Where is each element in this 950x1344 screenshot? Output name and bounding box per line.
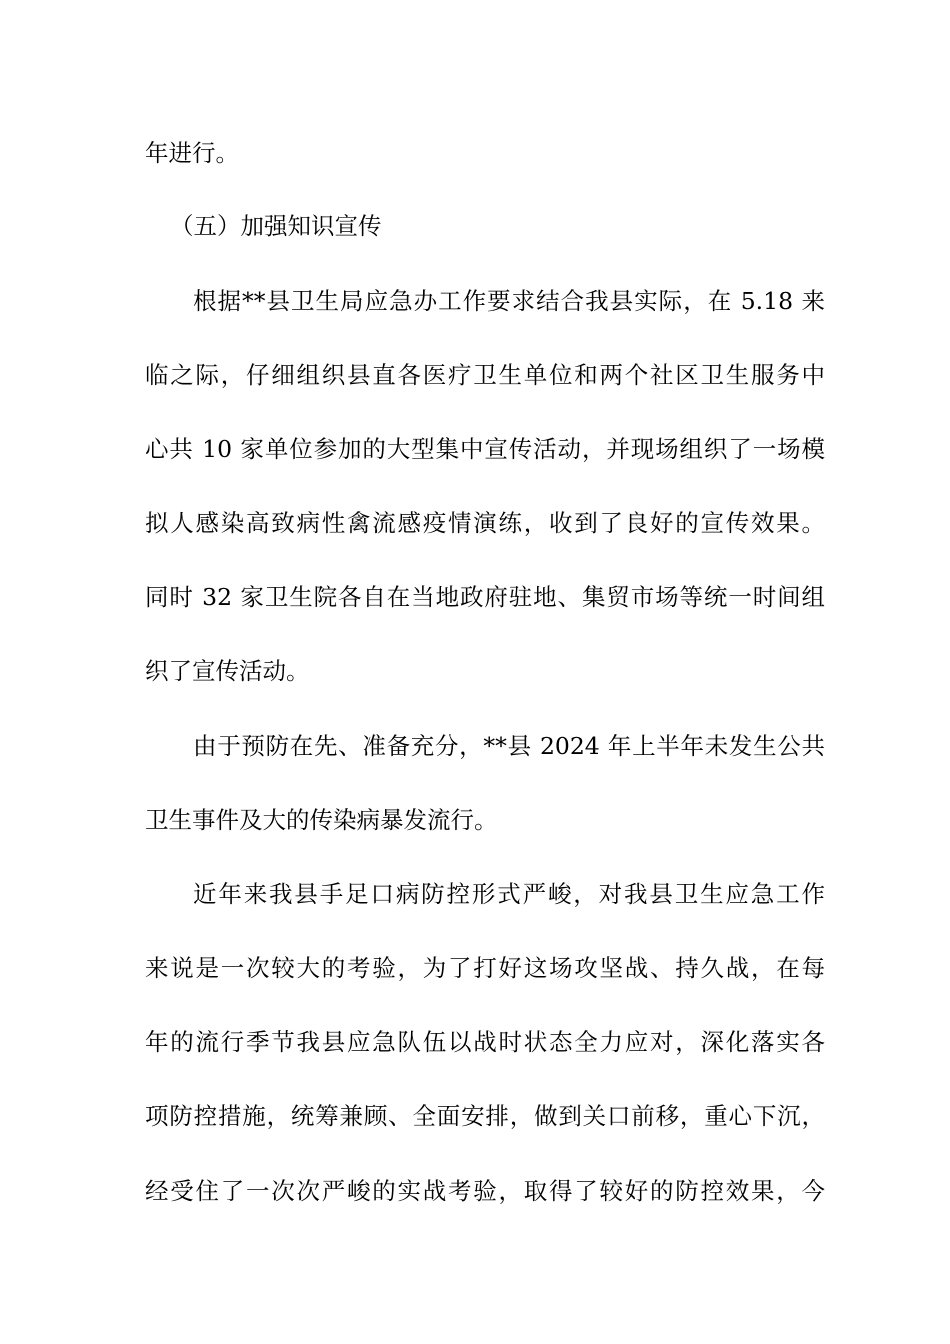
paragraph-line-1: 年进行。	[145, 139, 239, 167]
paragraph-line-11: 近年来我县手足口病防控形式严峻，对我县卫生应急工作	[193, 880, 825, 908]
paragraph-line-13: 年的流行季节我县应急队伍以战时状态全力应对，深化落实各	[145, 1028, 825, 1056]
paragraph-line-8: 织了宣传活动。	[145, 657, 310, 685]
paragraph-line-10: 卫生事件及大的传染病暴发流行。	[145, 806, 498, 834]
paragraph-line-5: 心共 10 家单位参加的大型集中宣传活动，并现场组织了一场模	[145, 435, 825, 463]
paragraph-line-14: 项防控措施，统筹兼顾、全面安排，做到关口前移，重心下沉，	[145, 1102, 825, 1130]
paragraph-line-15: 经受住了一次次严峻的实战考验，取得了较好的防控效果，今	[145, 1177, 825, 1205]
paragraph-line-9: 由于预防在先、准备充分，**县 2024 年上半年未发生公共	[193, 732, 825, 760]
paragraph-line-4: 临之际，仔细组织县直各医疗卫生单位和两个社区卫生服务中	[145, 361, 825, 389]
section-heading: （五）加强知识宣传	[170, 212, 382, 240]
paragraph-line-7: 同时 32 家卫生院各自在当地政府驻地、集贸市场等统一时间组	[145, 583, 825, 611]
paragraph-line-3: 根据**县卫生局应急办工作要求结合我县实际，在 5.18 来	[193, 287, 825, 315]
paragraph-line-12: 来说是一次较大的考验，为了打好这场攻坚战、持久战，在每	[145, 954, 825, 982]
paragraph-line-6: 拟人感染高致病性禽流感疫情演练，收到了良好的宣传效果。	[145, 509, 825, 537]
